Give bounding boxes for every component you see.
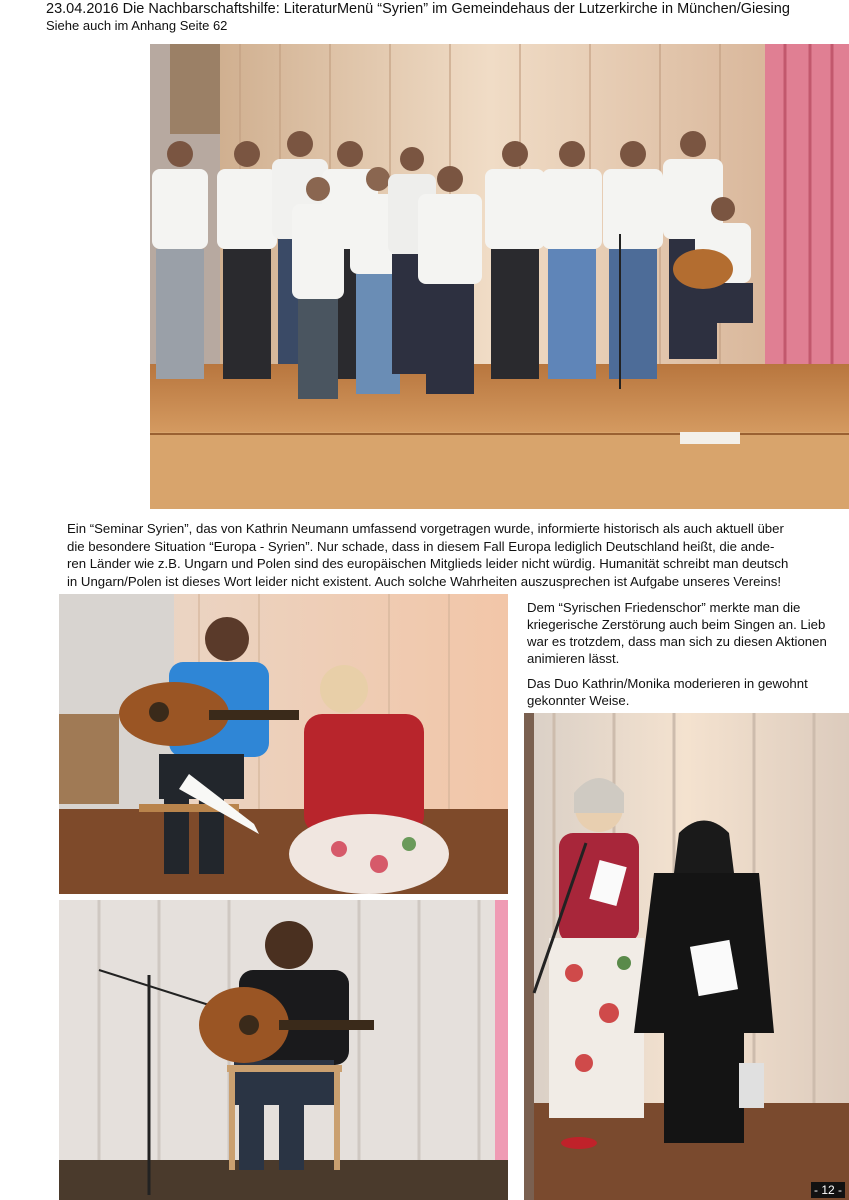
page-header [46, 0, 790, 34]
side-text [527, 599, 845, 717]
side-text-p2: Das Duo Kathrin/Monika moderieren in gewohnt gekonnter Weise. [527, 676, 808, 708]
main-text-line3: ren Länder wie z.B. Ungarn und Polen sind des europäischen Mitglieds leider nicht würdig. Humanität schreibt man deutsch [67, 556, 789, 571]
oud-duo-photo [59, 594, 508, 894]
choir-photo-image [150, 44, 849, 509]
main-text-line4: in Ungarn/Polen ist dieses Wort leider nicht existent. Auch solche Wahrheiten auszusprechen ist Aufgabe unseres Vereins! [67, 573, 781, 589]
header-subtitle: Siehe auch im Anhang Seite 62 [46, 18, 228, 33]
main-text-line2: die besondere Situation “Europa - Syrien”. Nur schade, dass in diesem Fall Europa lediglich Deutschland heißt, die ande- [67, 538, 775, 554]
main-paragraph [67, 520, 849, 590]
moderators-photo [524, 713, 849, 1200]
header-title: 23.04.2016 Die Nachbarschaftshilfe: LiteraturMenü “Syrien” im Gemeindehaus der Lutzerkirche in München/Giesing [46, 1, 790, 17]
oud-solo-photo-image [59, 900, 508, 1200]
choir-photo [150, 44, 849, 509]
side-text-p1: Dem “Syrischen Friedenschor” merkte man die kriegerische Zerstörung auch beim Singen an. Lieb war es trotzdem, dass man sich zu diesen Aktionen animieren lässt. [527, 600, 827, 666]
moderators-photo-image [524, 713, 849, 1200]
oud-duo-photo-image [59, 594, 508, 894]
oud-solo-photo [59, 900, 508, 1200]
page-number: - 12 - [811, 1182, 845, 1198]
main-text-line1: Ein “Seminar Syrien”, das von Kathrin Neumann umfassend vorgetragen wurde, informierte historisch als auch aktuell über [67, 521, 784, 536]
